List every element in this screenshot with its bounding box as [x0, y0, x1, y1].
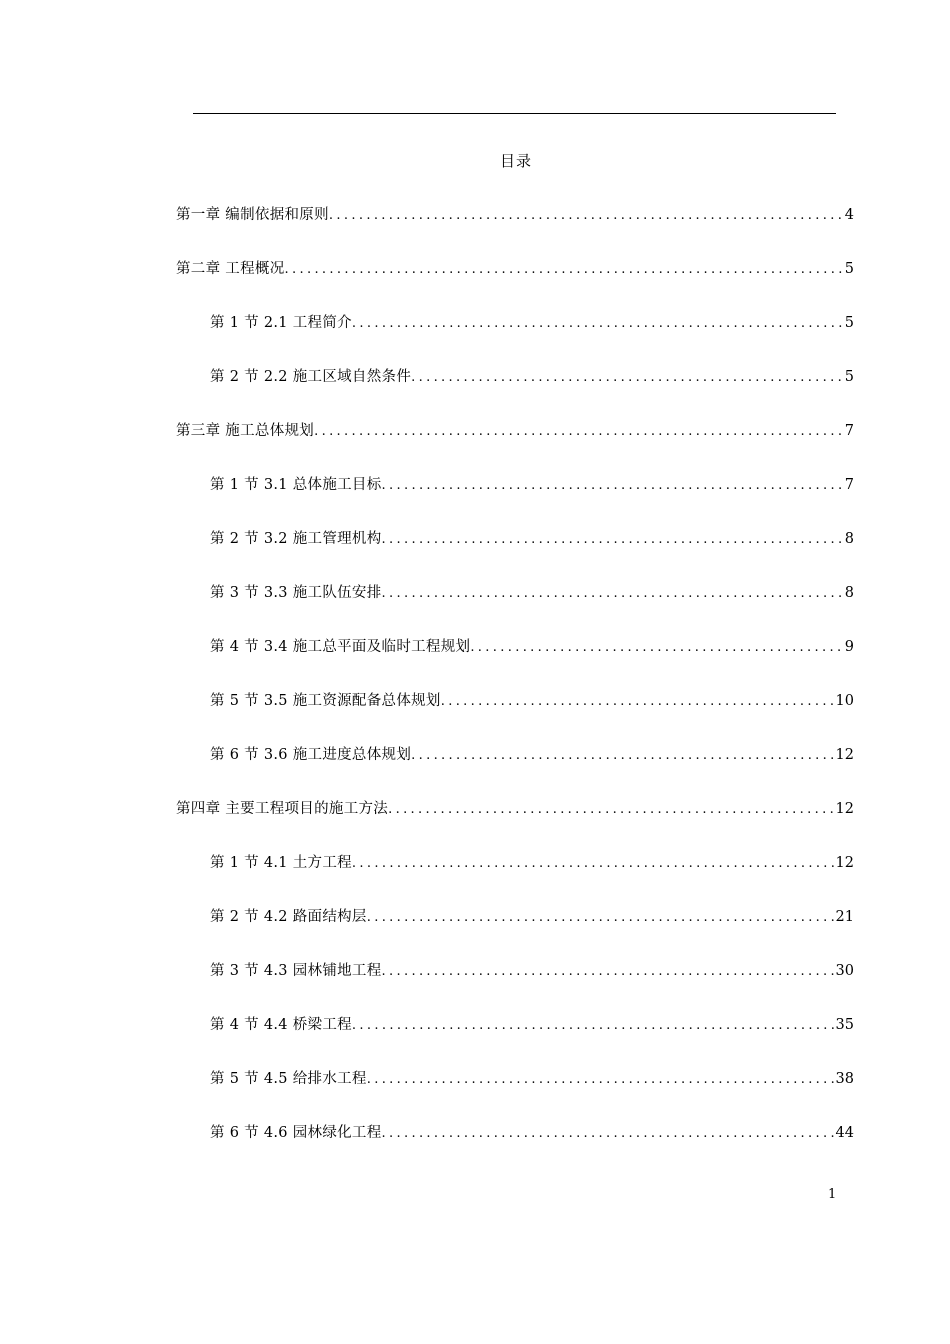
- toc-entry-title: 第一章 编制依据和原则: [176, 207, 329, 223]
- toc-entry-title: 第 2 节 4.2 路面结构层: [210, 909, 367, 925]
- toc-leader-dots: [411, 368, 843, 388]
- toc-leader-dots: [441, 692, 834, 712]
- toc-entry-page: 5: [844, 261, 854, 277]
- toc-leader-dots: [382, 476, 843, 496]
- toc-leader-dots: [382, 1124, 834, 1144]
- toc-section-entry[interactable]: [210, 907, 854, 927]
- toc-section-entry[interactable]: [210, 745, 854, 765]
- toc-entry-page: 7: [844, 477, 854, 493]
- toc-section-entry[interactable]: [210, 313, 854, 333]
- toc-section-entry[interactable]: [210, 637, 854, 657]
- toc-entry-page: 9: [844, 639, 854, 655]
- toc-entry-page: 8: [844, 531, 854, 547]
- toc-leader-dots: [382, 584, 843, 604]
- toc-section-entry[interactable]: [210, 853, 854, 873]
- toc-entry-title: 第三章 施工总体规划: [176, 423, 315, 439]
- toc-leader-dots: [411, 746, 833, 766]
- toc-entry-title: 第 5 节 4.5 给排水工程: [210, 1071, 367, 1087]
- toc-entry-title: 第 4 节 3.4 施工总平面及临时工程规划: [210, 639, 471, 655]
- toc-leader-dots: [470, 638, 842, 658]
- toc-entry-page: 44: [835, 1125, 854, 1141]
- toc-entry-page: 21: [835, 909, 854, 925]
- toc-leader-dots: [367, 908, 834, 928]
- toc-chapter-entry[interactable]: [176, 421, 854, 441]
- toc-entry-title: 第 1 节 4.1 土方工程: [210, 855, 352, 871]
- toc-section-entry[interactable]: [210, 1015, 854, 1035]
- toc-entry-page: 4: [844, 207, 854, 223]
- toc-chapter-entry[interactable]: [176, 205, 854, 225]
- toc-entry-title: 第 3 节 3.3 施工队伍安排: [210, 585, 382, 601]
- toc-section-entry[interactable]: [210, 529, 854, 549]
- toc-section-entry[interactable]: [210, 1123, 854, 1143]
- toc-entry-title: 第 6 节 3.6 施工进度总体规划: [210, 747, 412, 763]
- toc-section-entry[interactable]: [210, 961, 854, 981]
- toc-entry-title: 第 1 节 3.1 总体施工目标: [210, 477, 382, 493]
- toc-entry-page: 35: [835, 1017, 854, 1033]
- toc-leader-dots: [352, 854, 834, 874]
- toc-entry-page: 5: [844, 369, 854, 385]
- toc-section-entry[interactable]: [210, 583, 854, 603]
- toc-section-entry[interactable]: [210, 367, 854, 387]
- toc-entry-title: 第 5 节 3.5 施工资源配备总体规划: [210, 693, 441, 709]
- toc-section-entry[interactable]: [210, 475, 854, 495]
- toc-leader-dots: [314, 422, 843, 442]
- toc-leader-dots: [352, 1016, 834, 1036]
- toc-leader-dots: [285, 260, 843, 280]
- toc-chapter-entry[interactable]: [176, 259, 854, 279]
- toc-leader-dots: [382, 530, 843, 550]
- toc-entry-title: 第 4 节 4.4 桥梁工程: [210, 1017, 352, 1033]
- toc-entry-title: 第二章 工程概况: [176, 261, 285, 277]
- toc-entry-page: 5: [844, 315, 854, 331]
- toc-section-entry[interactable]: [210, 691, 854, 711]
- toc-entry-title: 第 6 节 4.6 园林绿化工程: [210, 1125, 382, 1141]
- toc-leader-dots: [388, 800, 833, 820]
- toc-chapter-entry[interactable]: [176, 799, 854, 819]
- toc-entry-page: 12: [835, 801, 854, 817]
- toc-entry-title: 第 2 节 3.2 施工管理机构: [210, 531, 382, 547]
- toc-title: 目录: [499, 152, 532, 170]
- toc-entry-page: 8: [844, 585, 854, 601]
- toc-entry-page: 12: [835, 747, 854, 763]
- toc-entry-title: 第 2 节 2.2 施工区域自然条件: [210, 369, 412, 385]
- toc-section-entry[interactable]: [210, 1069, 854, 1089]
- toc-leader-dots: [367, 1070, 834, 1090]
- toc-entry-page: 38: [835, 1071, 854, 1087]
- page-number: 1: [828, 1187, 837, 1202]
- toc-leader-dots: [352, 314, 843, 334]
- toc-entry-page: 12: [835, 855, 854, 871]
- toc-leader-dots: [382, 962, 834, 982]
- toc-entry-title: 第 1 节 2.1 工程简介: [210, 315, 352, 331]
- toc-entry-page: 30: [835, 963, 854, 979]
- toc-entry-page: 10: [835, 693, 854, 709]
- toc-entry-title: 第 3 节 4.3 园林铺地工程: [210, 963, 382, 979]
- toc-leader-dots: [329, 206, 843, 226]
- toc-entry-title: 第四章 主要工程项目的施工方法: [176, 801, 389, 817]
- toc-entry-page: 7: [844, 423, 854, 439]
